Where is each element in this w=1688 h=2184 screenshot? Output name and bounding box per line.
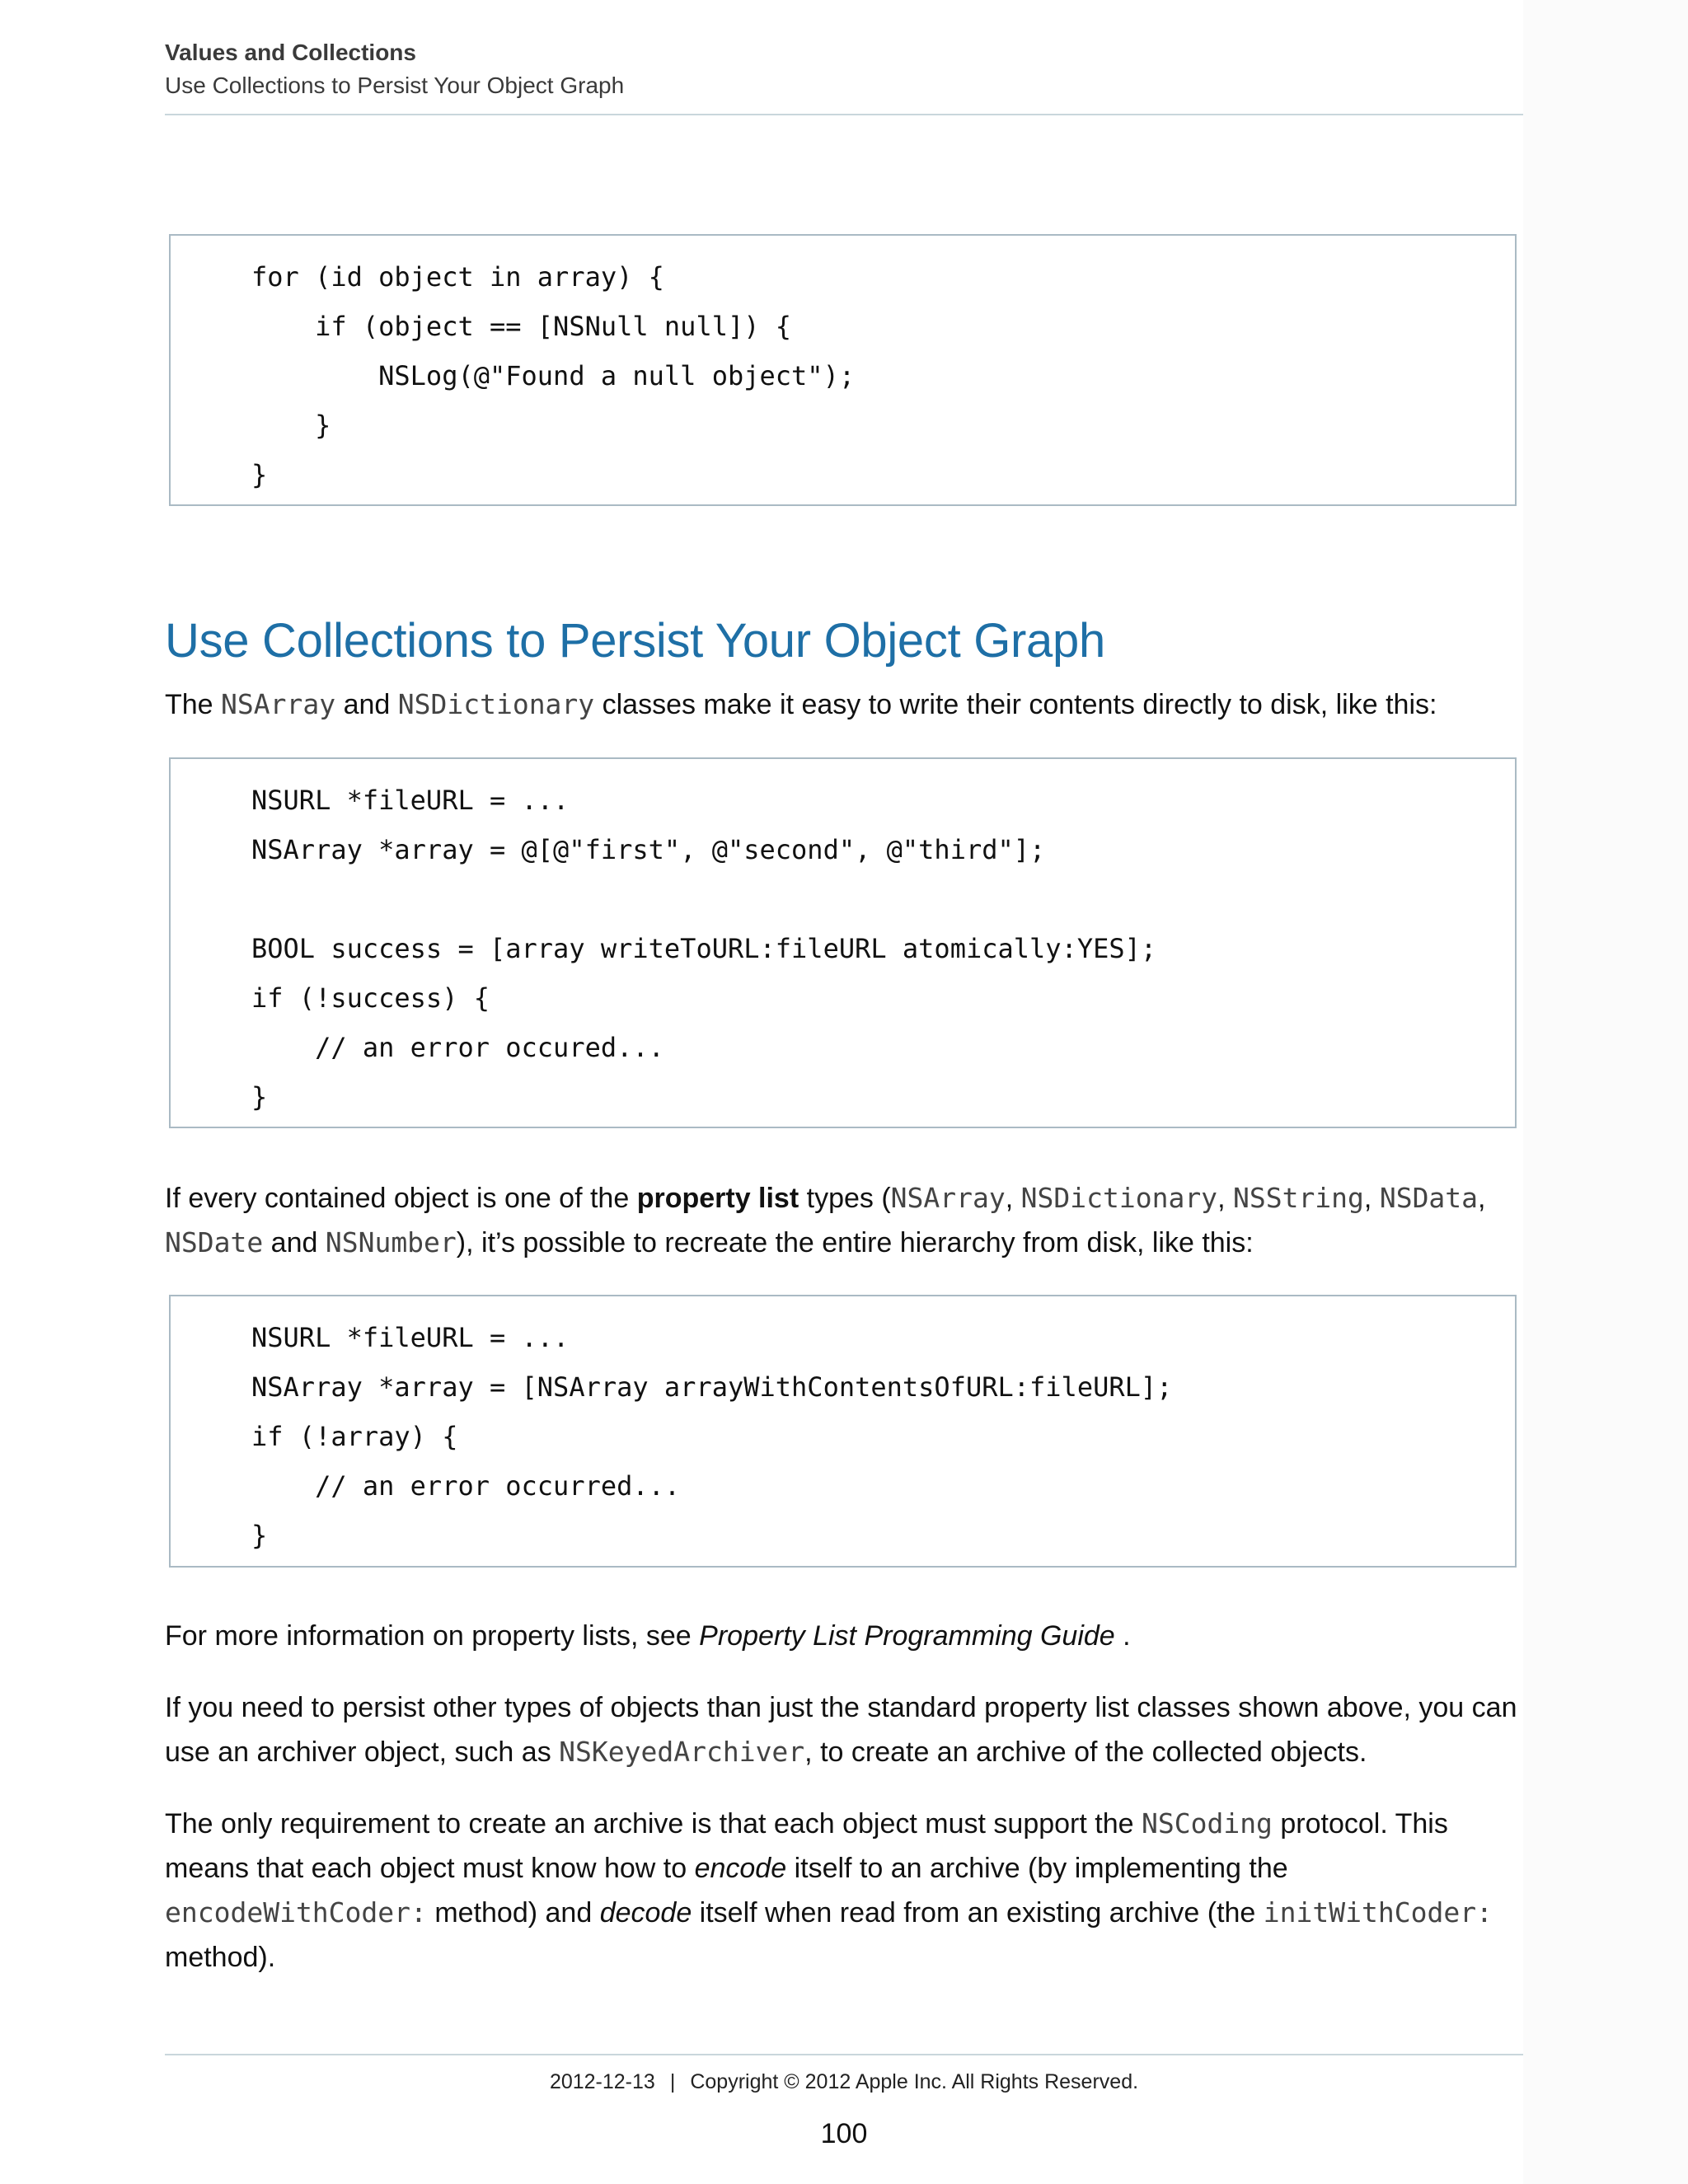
code-nsarray: NSArray: [890, 1182, 1006, 1214]
code-line: }: [251, 1081, 268, 1113]
text: The: [165, 689, 222, 720]
text: ,: [1005, 1183, 1021, 1214]
code-line: if (!success) {: [251, 982, 490, 1014]
paragraph-more-info: [165, 1614, 1525, 1658]
code-nsdata: NSData: [1379, 1182, 1479, 1214]
code-nsdictionary: NSDictionary: [1020, 1182, 1218, 1214]
text: The only requirement to create an archive is that each object must support the: [165, 1808, 1142, 1840]
code-line: NSLog(@"Found a null object");: [251, 360, 856, 391]
code-block-write-array: [169, 757, 1517, 1128]
code-line: // an error occurred...: [251, 1470, 681, 1502]
code-line: NSURL *fileURL = ...: [251, 1322, 570, 1353]
running-header: [165, 36, 1523, 115]
code-nsdate: NSDate: [165, 1226, 264, 1258]
code-nsnumber: NSNumber: [325, 1226, 457, 1258]
text: ,: [1217, 1183, 1233, 1214]
code-nsstring: NSString: [1232, 1182, 1364, 1214]
paragraph-property-list-types: [165, 1176, 1525, 1265]
code-initwithcoder: initWithCoder:: [1263, 1896, 1493, 1929]
code-line: }: [251, 410, 331, 441]
code-line: for (id object in array) {: [251, 261, 664, 293]
code-line: if (!array) {: [251, 1421, 458, 1452]
code-block-null-check: [169, 234, 1517, 506]
code-line: // an error occured...: [251, 1032, 664, 1063]
text: ,: [1478, 1183, 1486, 1214]
italic-encode: encode: [694, 1853, 787, 1884]
code-line: if (object == [NSNull null]) {: [251, 311, 792, 342]
code-line: NSArray *array = [NSArray arrayWithContentsOfURL:fileURL];: [251, 1371, 1173, 1403]
code-nsarray: NSArray: [221, 688, 336, 720]
code-line: NSArray *array = @[@"first", @"second", @"third"];: [251, 834, 1046, 865]
page-number: 100: [820, 2118, 868, 2149]
text: If you need to persist other types of objects than just the standard property list classes shown above, you can use an archiver object, such as: [165, 1692, 1517, 1768]
footer: [0, 2064, 1688, 2100]
code-block-read-array: [169, 1295, 1517, 1568]
text: If every contained object is one of the: [165, 1183, 637, 1214]
footer-divider: [165, 2054, 1523, 2055]
page-margin-background: [1523, 0, 1688, 2184]
code-line: NSURL *fileURL = ...: [251, 785, 570, 816]
code-line: [171, 874, 1515, 924]
code-nsdictionary: NSDictionary: [397, 688, 595, 720]
text: ,: [1363, 1183, 1380, 1214]
code-nscoding: NSCoding: [1141, 1807, 1273, 1840]
code-line: }: [251, 459, 268, 490]
code-line: BOOL success = [array writeToURL:fileURL atomically:YES];: [251, 933, 1157, 964]
text: itself to an archive (by implementing the: [786, 1853, 1288, 1884]
text: method).: [165, 1942, 276, 1973]
footer-copyright: Copyright © 2012 Apple Inc. All Rights Reserved.: [690, 2070, 1139, 2093]
italic-decode: decode: [599, 1897, 692, 1929]
text: For more information on property lists, see: [165, 1620, 700, 1652]
link-property-list-guide[interactable]: Property List Programming Guide: [699, 1620, 1115, 1652]
text: itself when read from an existing archive (the: [692, 1897, 1264, 1929]
section-heading: Use Collections to Persist Your Object Graph: [165, 614, 1105, 668]
text: ), it’s possible to recreate the entire hierarchy from disk, like this:: [456, 1227, 1254, 1258]
bold-property-list: property list: [636, 1183, 799, 1214]
text: and: [335, 689, 398, 720]
paragraph-write-to-disk: [165, 682, 1525, 727]
footer-date: 2012-12-13: [549, 2070, 655, 2093]
text: method) and: [426, 1897, 600, 1929]
code-nskeyedarchiver: NSKeyedArchiver: [559, 1736, 805, 1768]
header-section: Use Collections to Persist Your Object Graph: [165, 73, 625, 98]
text: types (: [799, 1183, 891, 1214]
text: protocol. This means that each object must know how to: [165, 1808, 1448, 1884]
code-line: }: [251, 1520, 268, 1551]
paragraph-archiver: [165, 1685, 1525, 1774]
text: and: [263, 1227, 326, 1258]
paragraph-nscoding: [165, 1802, 1525, 1980]
text: classes make it easy to write their contents directly to disk, like this:: [594, 689, 1437, 720]
footer-separator: |: [669, 2070, 676, 2093]
text: , to create an archive of the collected objects.: [804, 1736, 1367, 1768]
text: .: [1114, 1620, 1131, 1652]
code-encodewithcoder: encodeWithCoder:: [165, 1896, 427, 1929]
header-chapter: Values and Collections: [165, 40, 416, 65]
